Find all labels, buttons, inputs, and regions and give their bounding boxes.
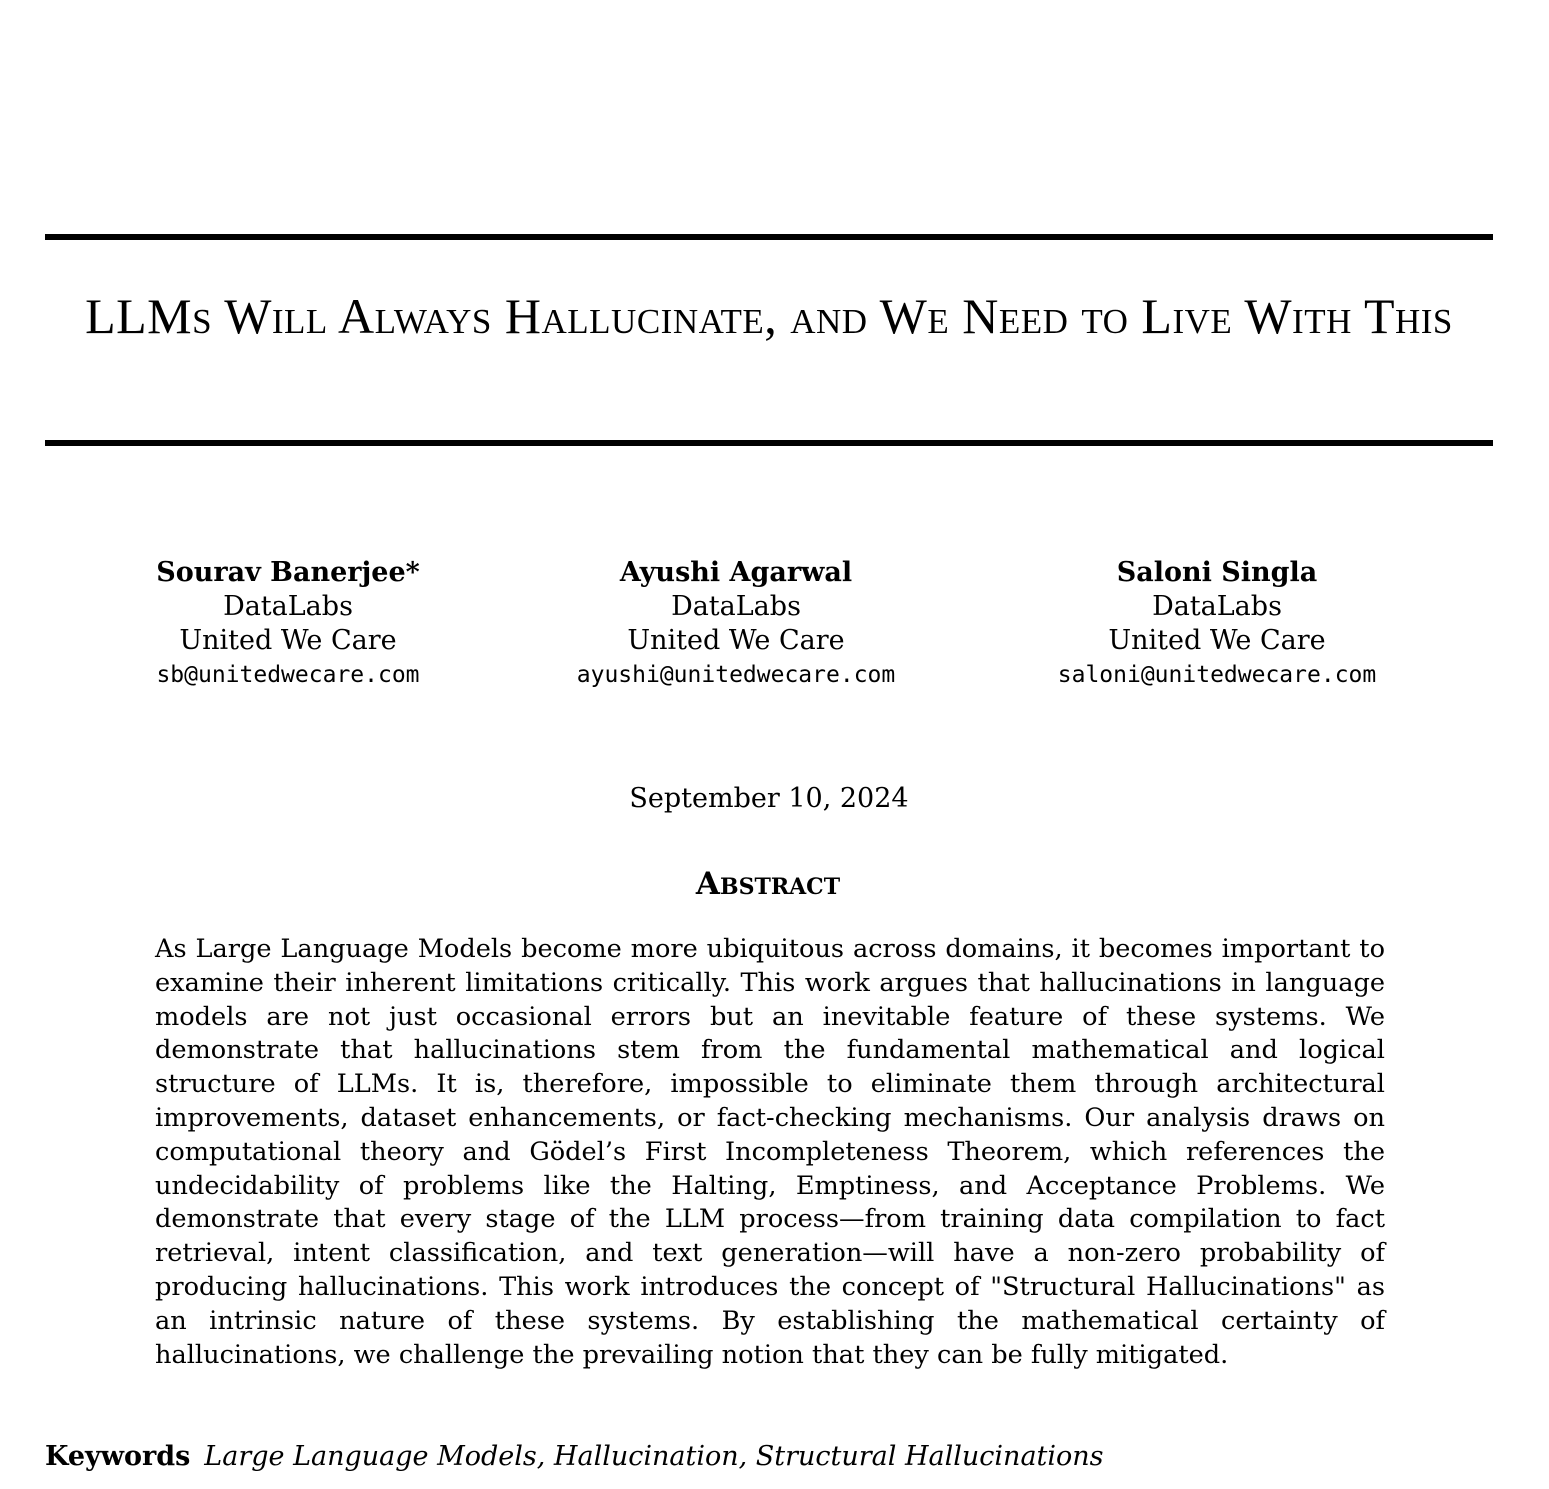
author-block <box>1007 556 1427 692</box>
author-name: Saloni Singla <box>1116 557 1318 588</box>
author-email[interactable]: ayushi@unitedwecare.com <box>576 662 896 688</box>
author-block <box>78 556 498 692</box>
publication-date: September 10, 2024 <box>629 783 909 814</box>
author-organization: United We Care <box>1108 625 1326 656</box>
keywords-list: Large Language Models, Hallucination, Structural Hallucinations <box>204 1441 1104 1472</box>
paper-title: LLMs Will Always Hallucinate, and We Need to Live With This <box>85 288 1453 344</box>
author-department: DataLabs <box>1152 591 1282 622</box>
author-email[interactable]: saloni@unitedwecare.com <box>1057 662 1377 688</box>
author-organization: United We Care <box>179 625 397 656</box>
author-department: DataLabs <box>671 591 801 622</box>
keywords-label: Keywords <box>45 1441 191 1472</box>
abstract-heading: Abstract <box>695 866 841 902</box>
abstract-text: As Large Language Models become more ubiquitous across domains, it becomes important to examine their inherent limitations critically. This work argues that hallucinations in language models are not just occasional errors but an inevitable feature of these systems. We demonstrate that hallucinations stem from the fundamental mathematical and logical structure of LLMs. It is, therefore, impossible to eliminate them through architectural improvements, dataset enhancements, or fact-checking mechanisms. Our analysis draws on computational theory and Gödel’s First Incompleteness Theorem, which references the undecidability of problems like the Halting, Emptiness, and Acceptance Problems. We demonstrate that every stage of the LLM process—from training data compilation to fact retrieval, intent classification, and text generation—will have a non-zero probability of producing hallucinations. This work introduces the concept of "Structural Hallucinations" as an intrinsic nature of these systems. By establishing the mathematical certainty of hallucinations, we challenge the prevailing notion that they can be fully mitigated. <box>155 934 1385 1370</box>
author-name: Ayushi Agarwal <box>619 557 853 588</box>
title-bottom-rule <box>45 440 1493 446</box>
author-organization: United We Care <box>627 625 845 656</box>
keywords-line <box>45 1440 1505 1474</box>
author-block <box>526 556 946 692</box>
author-name: Sourav Banerjee* <box>156 557 420 588</box>
author-email[interactable]: sb@unitedwecare.com <box>156 662 420 688</box>
author-department: DataLabs <box>223 591 353 622</box>
title-top-rule <box>45 234 1493 240</box>
